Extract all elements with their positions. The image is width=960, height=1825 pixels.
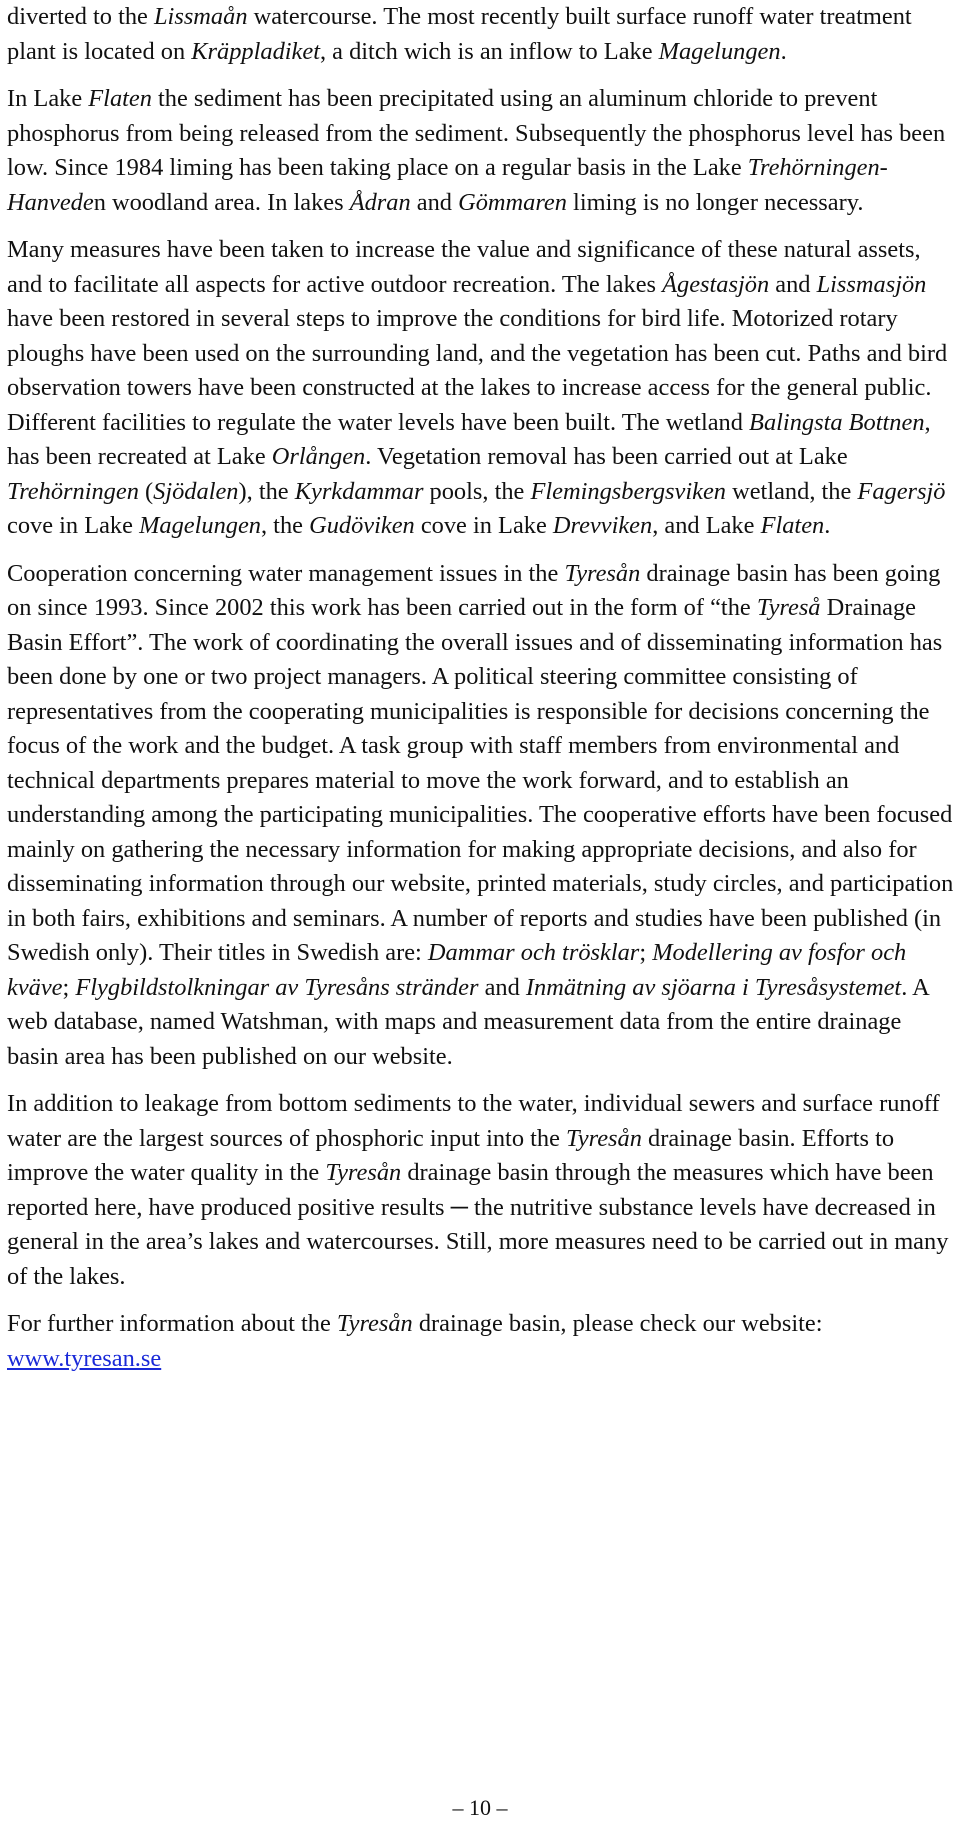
text-run: have been restored in several steps to improve the conditions for bird life. Motorized rotary ploughs have been used on the surrounding land, and the vegetation has been cut. Paths and bird observation towers have been constructed at the lakes to increase access for the general public. Different facilities to regulate the water levels have been built. The wetland [7, 305, 948, 436]
text-run: ( [138, 477, 154, 505]
italic-term: Gudöviken [309, 512, 415, 539]
text-run: Cooperation concerning water management issues in the [7, 559, 565, 587]
italic-term: Tyresån [325, 1159, 402, 1186]
text-run: . Vegetation removal has been carried out at Lake [365, 443, 848, 470]
italic-term: Kräppladiket [191, 37, 320, 65]
cooperation-paragraph [7, 557, 957, 1075]
text-run: , a ditch wich is an inflow to Lake [319, 37, 659, 65]
italic-term: Ådran [349, 188, 411, 216]
page-number: – 10 – [452, 1795, 508, 1820]
italic-term: Drevviken [552, 512, 653, 539]
text-run: . [780, 37, 787, 65]
italic-term: Magelungen [139, 512, 261, 539]
text-run: and [410, 188, 459, 216]
website-link[interactable]: www.tyresan.se [7, 1344, 162, 1372]
text-run: . [824, 512, 831, 539]
text-run: drainage basin, please check our website: [412, 1310, 823, 1337]
text-run: ; [639, 939, 653, 966]
text-run: drainage basin through the measures which have been reported here, have produced positive results ─ the nutritive substance levels have decreased in general in the area’s lakes and watercourses. Still, more measures need to be carried out in many of the lakes. [7, 1159, 949, 1290]
text-run: watercourse. The most recently built surface runoff water treatment plant is located on [7, 3, 912, 65]
text-run: cove in Lake [7, 512, 140, 539]
text-run: In addition to leakage from bottom sediments to the water, individual sewers and surface runoff water are the largest sources of phosphoric input into the [7, 1090, 940, 1152]
italic-term: Orlången [271, 443, 366, 470]
text-run: , has been recreated at Lake [7, 408, 931, 470]
text-run: wetland, the [726, 477, 858, 505]
italic-term: Flaten [88, 85, 152, 112]
text-run: drainage basin. Efforts to improve the water quality in the [7, 1124, 895, 1186]
italic-term: Trehörningen- Hanvede [7, 154, 888, 216]
measures-paragraph [7, 233, 957, 544]
leakage-paragraph [7, 1087, 957, 1294]
text-run: In Lake [7, 85, 89, 112]
italic-term: Fagersjö [857, 477, 946, 505]
italic-term: Ågestasjön [662, 270, 770, 298]
italic-term: Flaten [760, 512, 825, 539]
italic-term: Lissmaån [153, 3, 248, 30]
italic-term: Inmätning av sjöarna i Tyresåsystemet [525, 973, 902, 1001]
italic-term: Tyresån [336, 1310, 413, 1337]
text-run: . A web database, named Watshman, with maps and measurement data from the entire drainage basin area has been published on our website. [7, 973, 929, 1070]
text-run: , the [260, 512, 310, 539]
text-run: liming is no longer necessary. [566, 188, 864, 216]
text-run: pools, the [423, 477, 531, 505]
text-run: ; [62, 973, 76, 1001]
italic-term: Tyreså [756, 594, 821, 621]
text-run: and [478, 973, 526, 1001]
text-run: drainage basin has been going on since 1993. Since 2002 this work has been carried out in the form of “the [7, 559, 941, 621]
further-info-paragraph [7, 1307, 957, 1376]
text-run: and [769, 270, 817, 298]
text-run: Many measures have been taken to increase the value and significance of these natural assets, and to facilitate all aspects for active outdoor recreation. The lakes [7, 236, 921, 298]
text-run: diverted to the [7, 3, 154, 30]
document-body [7, 0, 957, 1389]
italic-term: Dammar och trösklar [427, 939, 640, 966]
italic-term: Balingsta Bottnen [749, 408, 925, 436]
italic-term: Flemingsbergsviken [530, 477, 727, 505]
text-run: the sediment has been precipitated using an aluminum chloride to prevent phosphorus from being released from the sediment. Subsequently the phosphorus level has been low. Since 1984 liming has been taking place on a regular basis in the Lake [7, 85, 946, 181]
italic-term: Tyresån [566, 1124, 642, 1152]
italic-term: Sjödalen [153, 477, 239, 505]
italic-term: Magelungen [658, 37, 781, 65]
sediment-paragraph [7, 82, 957, 220]
runoff-paragraph-tail [7, 0, 957, 69]
italic-term: Flygbildstolkningar av Tyresåns stränder [75, 973, 479, 1001]
text-run: Drainage Basin Effort”. The work of coordinating the overall issues and of disseminating information has been done by one or two project managers. A political steering committee consisting of representatives from the cooperating municipalities is responsible for decisions concerning the focus of the work and the budget. A task group with staff members from environmental and technical departments prepares material to move the work forward, and to establish an understanding among the participating municipalities. The cooperative efforts have been focused mainly on gathering the necessary information for making appropriate decisions, and also for disseminating information through our website, printed materials, study circles, and participation in both fairs, exhibitions and seminars. A number of reports and studies have been published (in Swedish only). Their titles in Swedish are: [7, 594, 954, 966]
text-run: ), the [238, 477, 295, 505]
text-run: n woodland area. In lakes [93, 188, 350, 216]
italic-term: Trehörningen [7, 477, 139, 505]
italic-term: Gömmaren [458, 188, 567, 216]
italic-term: Kyrkdammar [294, 477, 424, 505]
text-run: For further information about the [7, 1310, 337, 1337]
text-run: cove in Lake [414, 512, 553, 539]
italic-term: Modellering av fosfor och kväve [7, 939, 907, 1001]
italic-term: Lissmasjön [816, 270, 927, 298]
italic-term: Tyresån [564, 559, 641, 587]
text-run: , and Lake [652, 512, 761, 539]
